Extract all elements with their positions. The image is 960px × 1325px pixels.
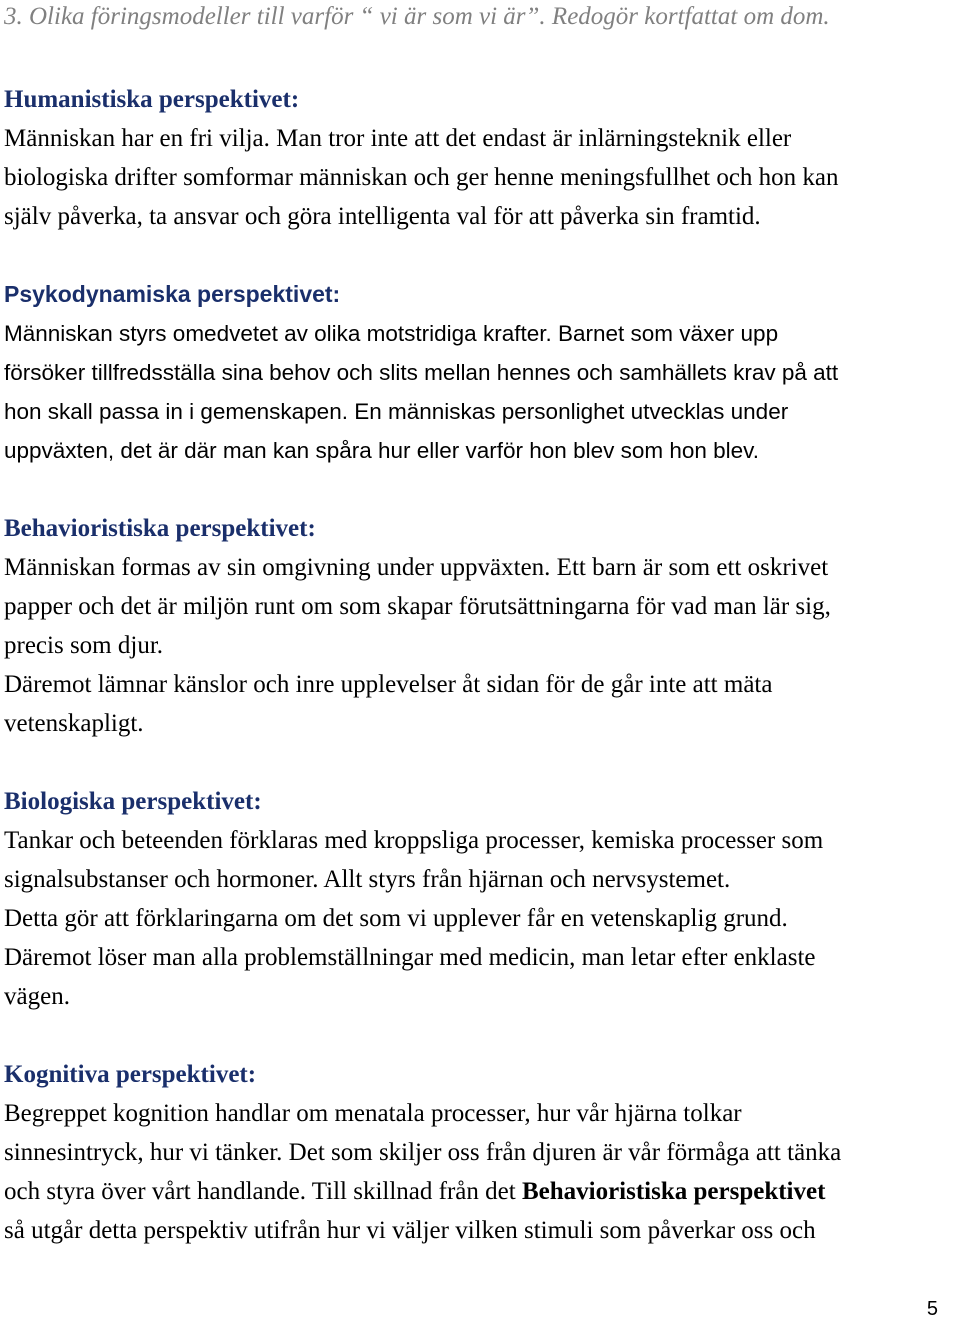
section-psykodynamiska bbox=[4, 275, 960, 470]
paragraph-line: vägen. bbox=[4, 983, 70, 1010]
paragraph-line: så utgår detta perspektiv utifrån hur vi väljer vilken stimuli som påverkar oss och bbox=[4, 1217, 816, 1244]
paragraph-line: försöker tillfredsställa sina behov och slits mellan hennes och samhällets krav på att bbox=[4, 360, 839, 385]
section-heading-biologiska: Biologiska perspektivet: bbox=[4, 788, 262, 815]
section-heading-kognitiva: Kognitiva perspektivet: bbox=[4, 1061, 257, 1088]
paragraph-line: själv påverka, ta ansvar och göra intelligenta val för att påverka sin framtid. bbox=[4, 203, 761, 230]
paragraph-line: Människan formas av sin omgivning under uppväxten. Ett barn är som ett oskrivet bbox=[4, 554, 829, 581]
paragraph-line: precis som djur. bbox=[4, 632, 164, 659]
paragraph-line: vetenskapligt. bbox=[4, 710, 144, 737]
paragraph-line: Människan styrs omedvetet av olika motstridiga krafter. Barnet som växer upp bbox=[4, 321, 779, 346]
section-kognitiva bbox=[4, 1055, 960, 1250]
section-biologiska bbox=[4, 782, 960, 1016]
paragraph-line: Däremot löser man alla problemställningar med medicin, man letar efter enklaste bbox=[4, 944, 816, 971]
section-humanistiska bbox=[4, 80, 960, 236]
paragraph-text: och styra över vårt handlande. Till skillnad från det bbox=[4, 1178, 522, 1205]
paragraph-line: Människan har en fri vilja. Man tror inte att det endast är inlärningsteknik eller bbox=[4, 125, 792, 152]
document-page bbox=[4, 0, 960, 1325]
bold-term: Behavioristiska perspektivet bbox=[521, 1178, 826, 1205]
paragraph-line: sinnesintryck, hur vi tänker. Det som skiljer oss från djuren är vår förmåga att tänka bbox=[4, 1139, 842, 1166]
question-heading: 3. Olika föringsmodeller till varför “ vi är som vi är”. Redogör kortfattat om dom. bbox=[4, 3, 830, 30]
paragraph-line: Tankar och beteenden förklaras med kroppsliga processer, kemiska processer som bbox=[4, 827, 824, 854]
section-heading-behavioristiska: Behavioristiska perspektivet: bbox=[4, 515, 316, 542]
section-heading-humanistiska: Humanistiska perspektivet: bbox=[4, 86, 300, 113]
paragraph-line: Detta gör att förklaringarna om det som vi upplever får en vetenskaplig grund. bbox=[4, 905, 788, 932]
section-behavioristiska bbox=[4, 509, 960, 743]
paragraph-line: biologiska drifter somformar människan och ger henne meningsfullhet och hon kan bbox=[4, 164, 839, 191]
paragraph-line-mixed bbox=[4, 1172, 960, 1211]
paragraph-line: hon skall passa in i gemenskapen. En människas personlighet utvecklas under bbox=[4, 399, 789, 424]
paragraph-line: papper och det är miljön runt om som skapar förutsättningarna för vad man lär sig, bbox=[4, 593, 831, 620]
paragraph-line: Begreppet kognition handlar om menatala processer, hur vår hjärna tolkar bbox=[4, 1100, 742, 1127]
section-heading-psykodynamiska: Psykodynamiska perspektivet: bbox=[4, 281, 341, 307]
page-number: 5 bbox=[926, 1298, 938, 1320]
paragraph-line: uppväxten, det är där man kan spåra hur eller varför hon blev som hon blev. bbox=[4, 438, 760, 463]
paragraph-line: signalsubstanser och hormoner. Allt styrs från hjärnan och nervsystemet. bbox=[4, 866, 731, 893]
paragraph-line: Däremot lämnar känslor och inre upplevelser åt sidan för de går inte att mäta bbox=[4, 671, 773, 698]
